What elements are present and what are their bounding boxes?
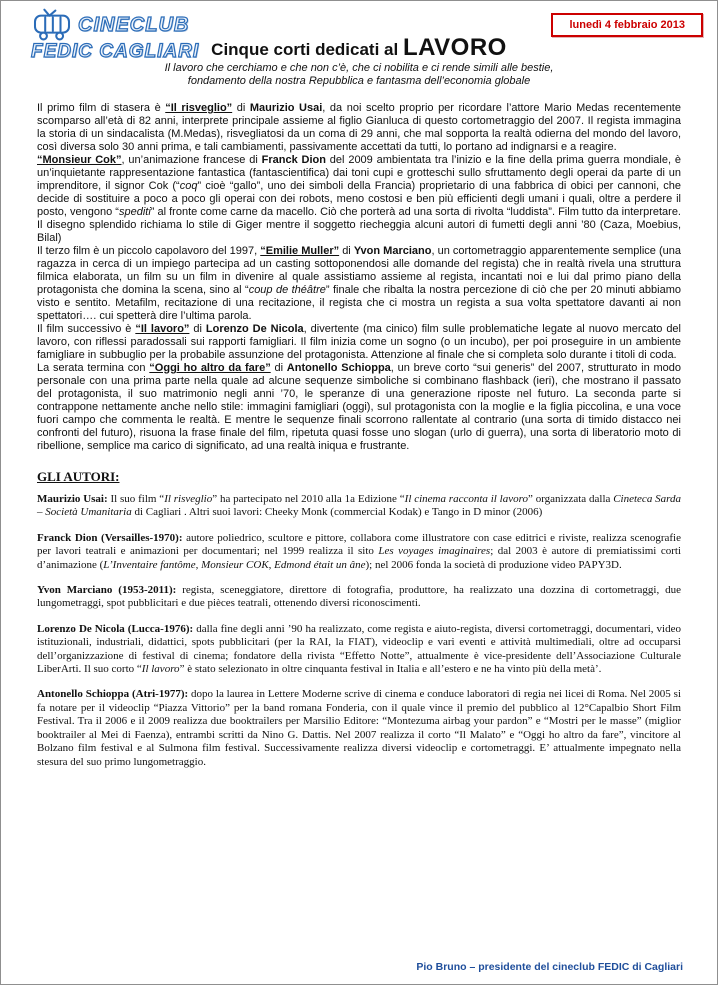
logo-line-1 <box>31 8 199 42</box>
author-paragraph-3: Yvon Marciano (1953-2011): regista, sceneggiatore, direttore di fotografia, produttore, ha realizzato una dozzina di cortometraggi, due lungometraggi, spot pubblicitari e due pièces teatrali, ottenendo diversi riconoscimenti. <box>37 584 681 610</box>
author-paragraph-5: Antonello Schioppa (Atri-1977): dopo la laurea in Lettere Moderne scrive di cinema e conduce laboratori di regia nei licei di Roma. Nel 2005 si fa notare per il videoclip “Piazza Vittorio” per la band romana Fonderia, con il quale vince il premio del pubblico al 12°Capalbio Short Film Festival. Tra il 2006 e il 2009 realizza due booktrailers per Marsilio Editore: “Montezuma airbag your pardon” e “Mostri per le masse” (miglior booktrailer al Mei di Faenza), entrambi scritti da Nino G. Dattis. Nel 2007 realizza il corto “Il Malato” e “Oggi ho altro da fare”, vincitore al Bolzano film festival e al Sulmona film festival. Successivamente realizza diversi videoclip e cortometraggi. E’ attualmente impegnato nella stesura del suo primo lungometraggio. <box>37 688 681 768</box>
logo-line-2 <box>31 42 199 62</box>
film-descriptions <box>37 102 681 453</box>
title-prefix: Cinque corti dedicati al <box>211 40 403 59</box>
tram-icon <box>31 8 73 42</box>
subtitle-line-2: fondamento della nostra Repubblica e fantasma dell’economia globale <box>187 75 531 87</box>
film-paragraph-1: Il primo film di stasera è “Il risveglio” di Maurizio Usai, da noi scelto proprio per ricordare l’attore Mario Medas recentemente scomparso all’età di 82 anni, interprete principale assieme al figlio Gianluca di questo cortometraggio del 2007. Il regista immagina la storia di un sindacalista (M.Medas), risvegliatosi da un coma di 29 anni, che mal sopporta la realtà odierna del mondo del lavoro, così diversa solo 30 anni prima, e tali cambiamenti, passivamente accettati da tutti, lo portano ad indignarsi e a reagire. <box>37 102 681 153</box>
document-content <box>1 98 717 769</box>
title-main: LAVORO <box>402 34 507 61</box>
film-paragraph-4: Il film successivo è “Il lavoro” di Lorenzo De Nicola, divertente (ma cinico) film sulle problematiche legate al nuovo mercato del lavoro, con riflessi paradossali sui rapporti famigliari. Il film inizia come un sogno (o un incubo), per poi proseguire in un ambiente famigliare in subbuglio per la probabile assunzione del protagonista. Attenzione al finale che si completa solo durante i titoli di coda. <box>37 323 681 361</box>
film-paragraph-3: Il terzo film è un piccolo capolavoro del 1997, “Emilie Muller” di Yvon Marciano, un cortometraggio apparentemente semplice (una ragazza in cerca di un impiego partecipa ad un casting sottoponendosi alle domande del regista) che in realtà rivela una struttura filmica elaborata, un film su un film in divenire al quale assistiamo assieme al regista, incantati noi e lui dal primo piano della protagonista che domina la scena, sino al “coup de théâtre” finale che ribalta la nostra percezione di ciò che per 20 minuti abbiamo visto e sentito. Metafilm, recitazione di una recitazione, il regista che ci mostra un regista a sua volta spettatore davanti ai non spettatori…. cui spetterà dire l’ultima parola. <box>37 245 681 322</box>
authors-heading: GLI AUTORI: <box>37 469 120 484</box>
film-paragraph-2: “Monsieur Cok”, un’animazione francese di Franck Dion del 2009 ambientata tra l’inizio e la fine della prima guerra mondiale, è un’inquietante rappresentazione fantastica (fantascientifica) dai toni cupi e grotteschi sullo sfruttamento degli operai da parte di un imprenditore, il signor Cok (“coq” cioè “gallo”, uno dei simboli della Francia) proprietario di una fabbrica di obici per cannoni, che decide di sostituire a poco a poco gli operai con dei robots, meno costosi e ben più efficienti degli umani i quali, oltre a perdere il posto, vengono “spediti” al fronte come carne da macello. Ciò che porterà ad una sorta di rivolta “luddista”. Film tutto da interpretare. Il disegno splendido richiama lo stile di Giger mentre il soggetto riecheggia alcuni autori di fumetti degli anni ’80 (Caza, Moebius, Bilal) <box>37 154 681 244</box>
subtitle-line-1: Il lavoro che cerchiamo e che non c’è, che ci nobilita e ci rende simili alle bestie, <box>164 62 554 74</box>
logo-text-fedic-cagliari: FEDIC CAGLIARI <box>31 41 200 62</box>
film-paragraph-5: La serata termina con “Oggi ho altro da fare” di Antonello Schioppa, un breve corto “sui generis” del 2007, strutturato in modo personale con una prima parte nella quale ad alcune sequenze simboliche si combinano flashback (ieri), che mostrano il passato del protagonista, il suo matrimonio negli anni ’70, le speranze di una generazione riposte nel futuro. La seconda parte si contrappone nettamente anche nello stile: immagini famigliari (oggi), sul protagonista con la moglie e la figlia piccolina, e una voce fuori campo che commenta le realtà. E mentre le sequenze finali scorrono rallentate al contrario (una sorta di timido distacco nei confronti del futuro), risuona la frase finale del film, ripetuta quasi fosse uno slogan (urlo di guerra), una sorta di liberatorio moto di ribellione, semplice ma carico di significato, ad una realtà iniqua e frustrante. <box>37 362 681 452</box>
author-paragraph-2: Franck Dion (Versailles-1970): autore poliedrico, scultore e pittore, collabora come illustratore con case editrici e riviste, realizza scenografie per lavori teatrali e animazioni per documentari; nel 1999 realizza il sito Les voyages imaginaires; dal 2003 è autore di premiatissimi corti d’animazione (L’Inventaire fantôme, Monsieur COK, Edmond était un âne); nel 2006 fonda la società di produzione video PAPY3D. <box>37 531 681 571</box>
footer-signature: Pio Bruno – presidente del cineclub FEDIC di Cagliari <box>416 961 683 973</box>
authors-list <box>37 493 681 769</box>
document-header <box>1 1 717 98</box>
logo-text-cineclub: CINECLUB <box>78 13 190 36</box>
page-subtitle <box>1 62 717 88</box>
author-paragraph-1: Maurizio Usai: Il suo film “Il risveglio” ha partecipato nel 2010 alla 1a Edizione “Il cinema racconta il lavoro” organizzata dalla Cineteca Sarda – Società Umanitaria di Cagliari . Altri suoi lavori: Cheeky Monk (commercial Kodak) e Tango in D minor (2006) <box>37 493 682 519</box>
date-badge: lunedì 4 febbraio 2013 <box>551 13 703 37</box>
author-paragraph-4: Lorenzo De Nicola (Lucca-1976): dalla fine degli anni ’90 ha realizzato, come regista e aiuto-regista, diversi cortometraggi, documentari, video istituzionali, industriali, didattici, spots pubblicitari (per la RAI, la FIAT), videoclip e vari eventi e attività multimediali, oltre ad occuparsi dell’organizzazione di festival di cinema; fondatore della rivista “Effetto Notte”, attualmente è vice-presidente dell’Associazione Culturale LiberArti. Il suo corto “Il lavoro” è stato selezionato in oltre cinquanta festival in Italia e all’estero e ne ha vinto più della metà’. <box>37 622 681 676</box>
cineclub-fedic-logo <box>31 8 199 62</box>
